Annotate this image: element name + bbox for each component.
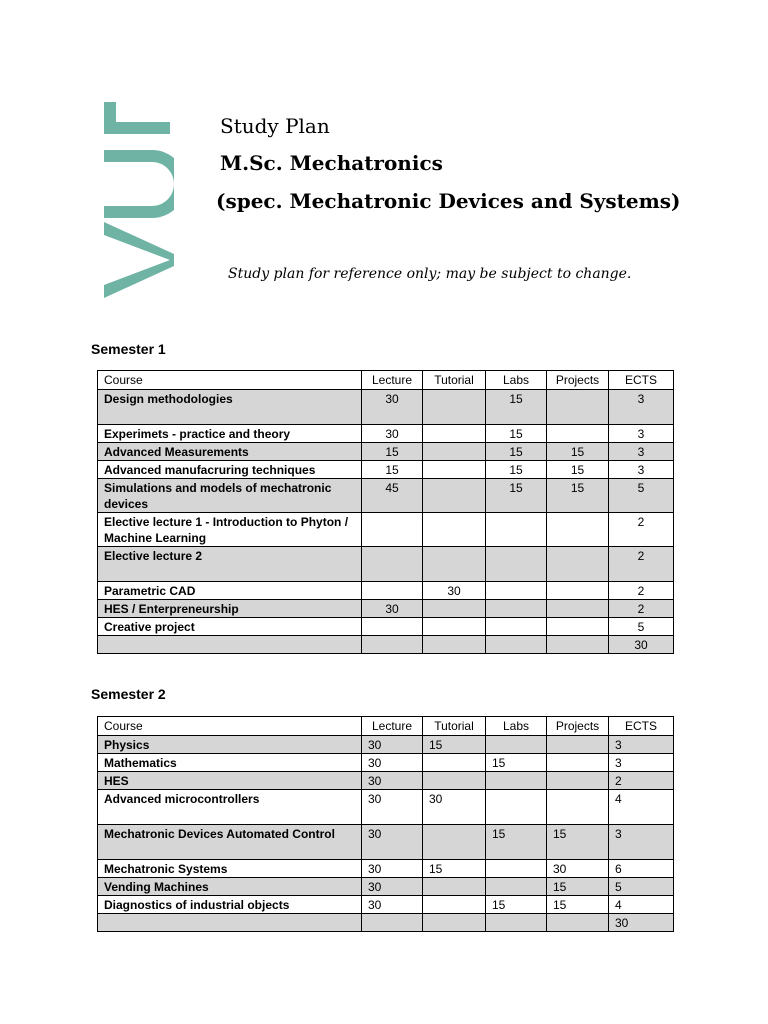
course-name-cell: Experimets - practice and theory: [98, 425, 362, 443]
ects-cell: 5: [609, 878, 674, 896]
disclaimer-note: Study plan for reference only; may be subject to change.: [228, 266, 632, 282]
tutorial-cell: 15: [423, 860, 486, 878]
course-name-cell: [98, 914, 362, 932]
lecture-cell: [362, 618, 423, 636]
labs-cell: [486, 790, 547, 825]
ects-cell: 5: [609, 618, 674, 636]
course-name-cell: Creative project: [98, 618, 362, 636]
lecture-cell: [362, 582, 423, 600]
labs-cell: 15: [486, 479, 547, 513]
ects-cell: 6: [609, 860, 674, 878]
specialization-title: (spec. Mechatronic Devices and Systems): [216, 189, 681, 213]
ects-cell: 2: [609, 547, 674, 582]
column-header: Labs: [486, 717, 547, 736]
lecture-cell: 30: [362, 390, 423, 425]
tutorial-cell: [423, 896, 486, 914]
table-row: [98, 390, 674, 425]
projects-cell: 15: [547, 461, 609, 479]
projects-cell: [547, 772, 609, 790]
course-name-cell: Parametric CAD: [98, 582, 362, 600]
projects-cell: 30: [547, 860, 609, 878]
ects-cell: 3: [609, 736, 674, 754]
course-name-cell: HES: [98, 772, 362, 790]
column-header: Tutorial: [423, 371, 486, 390]
labs-cell: [486, 878, 547, 896]
labs-cell: [486, 618, 547, 636]
lecture-cell: 30: [362, 600, 423, 618]
labs-cell: 15: [486, 390, 547, 425]
lecture-cell: 15: [362, 461, 423, 479]
lecture-cell: 30: [362, 825, 423, 860]
ects-cell: 4: [609, 896, 674, 914]
projects-cell: 15: [547, 878, 609, 896]
lecture-cell: 30: [362, 772, 423, 790]
lecture-cell: [362, 636, 423, 654]
column-header: ECTS: [609, 717, 674, 736]
table-row: [98, 636, 674, 654]
vut-logo: [100, 100, 174, 310]
tutorial-cell: 30: [423, 790, 486, 825]
tutorial-cell: 30: [423, 582, 486, 600]
projects-cell: [547, 600, 609, 618]
course-name-cell: Mechatronic Systems: [98, 860, 362, 878]
table-row: [98, 618, 674, 636]
course-name-cell: Physics: [98, 736, 362, 754]
lecture-cell: 30: [362, 790, 423, 825]
course-name-cell: [98, 636, 362, 654]
table-row: [98, 754, 674, 772]
table-row: [98, 860, 674, 878]
ects-cell: 3: [609, 390, 674, 425]
column-header: Projects: [547, 717, 609, 736]
projects-cell: [547, 547, 609, 582]
ects-cell: 3: [609, 425, 674, 443]
labs-cell: [486, 772, 547, 790]
projects-cell: [547, 390, 609, 425]
course-name-cell: Mechatronic Devices Automated Control: [98, 825, 362, 860]
projects-cell: [547, 754, 609, 772]
lecture-cell: [362, 547, 423, 582]
projects-cell: 15: [547, 825, 609, 860]
course-name-cell: Advanced manufacruring techniques: [98, 461, 362, 479]
course-name-cell: Design methodologies: [98, 390, 362, 425]
tutorial-cell: [423, 547, 486, 582]
labs-cell: [486, 860, 547, 878]
ects-cell: 3: [609, 461, 674, 479]
table-header-row: [98, 371, 674, 390]
ects-cell: 30: [609, 914, 674, 932]
tutorial-cell: [423, 425, 486, 443]
tutorial-cell: [423, 914, 486, 932]
table-row: [98, 896, 674, 914]
projects-cell: 15: [547, 479, 609, 513]
projects-cell: 15: [547, 896, 609, 914]
ects-cell: 2: [609, 600, 674, 618]
course-name-cell: Advanced Measurements: [98, 443, 362, 461]
course-name-cell: Mathematics: [98, 754, 362, 772]
table-row: [98, 479, 674, 513]
table-row: [98, 736, 674, 754]
labs-cell: [486, 636, 547, 654]
ects-cell: 3: [609, 443, 674, 461]
lecture-cell: 45: [362, 479, 423, 513]
labs-cell: 15: [486, 754, 547, 772]
table-row: [98, 425, 674, 443]
tutorial-cell: [423, 600, 486, 618]
semester-2-heading: Semester 2: [91, 686, 166, 702]
tutorial-cell: [423, 618, 486, 636]
tutorial-cell: [423, 825, 486, 860]
column-header: Labs: [486, 371, 547, 390]
labs-cell: 15: [486, 825, 547, 860]
tutorial-cell: [423, 461, 486, 479]
tutorial-cell: [423, 443, 486, 461]
course-name-cell: HES / Enterpreneurship: [98, 600, 362, 618]
tutorial-cell: 15: [423, 736, 486, 754]
table-row: [98, 825, 674, 860]
semester-1-table: [97, 370, 674, 654]
ects-cell: 4: [609, 790, 674, 825]
projects-cell: [547, 618, 609, 636]
lecture-cell: [362, 914, 423, 932]
lecture-cell: 30: [362, 754, 423, 772]
lecture-cell: 15: [362, 443, 423, 461]
labs-cell: 15: [486, 896, 547, 914]
table-header-row: [98, 717, 674, 736]
lecture-cell: [362, 513, 423, 547]
ects-cell: 3: [609, 754, 674, 772]
study-plan-label: Study Plan: [220, 114, 330, 138]
projects-cell: [547, 582, 609, 600]
table-row: [98, 914, 674, 932]
labs-cell: 15: [486, 461, 547, 479]
table-row: [98, 582, 674, 600]
tutorial-cell: [423, 390, 486, 425]
column-header: Tutorial: [423, 717, 486, 736]
ects-cell: 5: [609, 479, 674, 513]
column-header: Course: [98, 371, 362, 390]
tutorial-cell: [423, 479, 486, 513]
table-row: [98, 772, 674, 790]
course-name-cell: Advanced microcontrollers: [98, 790, 362, 825]
labs-cell: [486, 582, 547, 600]
column-header: Course: [98, 717, 362, 736]
projects-cell: [547, 790, 609, 825]
ects-cell: 2: [609, 513, 674, 547]
tutorial-cell: [423, 636, 486, 654]
table-row: [98, 878, 674, 896]
projects-cell: [547, 425, 609, 443]
lecture-cell: 30: [362, 425, 423, 443]
table-row: [98, 513, 674, 547]
projects-cell: [547, 736, 609, 754]
projects-cell: [547, 636, 609, 654]
projects-cell: 15: [547, 443, 609, 461]
table-row: [98, 790, 674, 825]
table-row: [98, 443, 674, 461]
projects-cell: [547, 513, 609, 547]
labs-cell: [486, 600, 547, 618]
labs-cell: 15: [486, 443, 547, 461]
labs-cell: [486, 914, 547, 932]
tutorial-cell: [423, 513, 486, 547]
semester-1-heading: Semester 1: [91, 341, 166, 357]
tutorial-cell: [423, 772, 486, 790]
table-row: [98, 547, 674, 582]
lecture-cell: 30: [362, 896, 423, 914]
course-name-cell: Simulations and models of mechatronic devices: [98, 479, 362, 513]
ects-cell: 3: [609, 825, 674, 860]
projects-cell: [547, 914, 609, 932]
labs-cell: 15: [486, 425, 547, 443]
labs-cell: [486, 547, 547, 582]
semester-2-table: [97, 716, 674, 932]
ects-cell: 30: [609, 636, 674, 654]
column-header: ECTS: [609, 371, 674, 390]
ects-cell: 2: [609, 582, 674, 600]
lecture-cell: 30: [362, 878, 423, 896]
table-row: [98, 600, 674, 618]
tutorial-cell: [423, 754, 486, 772]
labs-cell: [486, 513, 547, 547]
table-row: [98, 461, 674, 479]
column-header: Projects: [547, 371, 609, 390]
lecture-cell: 30: [362, 860, 423, 878]
program-title: M.Sc. Mechatronics: [220, 151, 443, 175]
labs-cell: [486, 736, 547, 754]
course-name-cell: Elective lecture 1 - Introduction to Phyton / Machine Learning: [98, 513, 362, 547]
ects-cell: 2: [609, 772, 674, 790]
lecture-cell: 30: [362, 736, 423, 754]
course-name-cell: Diagnostics of industrial objects: [98, 896, 362, 914]
tutorial-cell: [423, 878, 486, 896]
column-header: Lecture: [362, 717, 423, 736]
course-name-cell: Elective lecture 2: [98, 547, 362, 582]
course-name-cell: Vending Machines: [98, 878, 362, 896]
column-header: Lecture: [362, 371, 423, 390]
